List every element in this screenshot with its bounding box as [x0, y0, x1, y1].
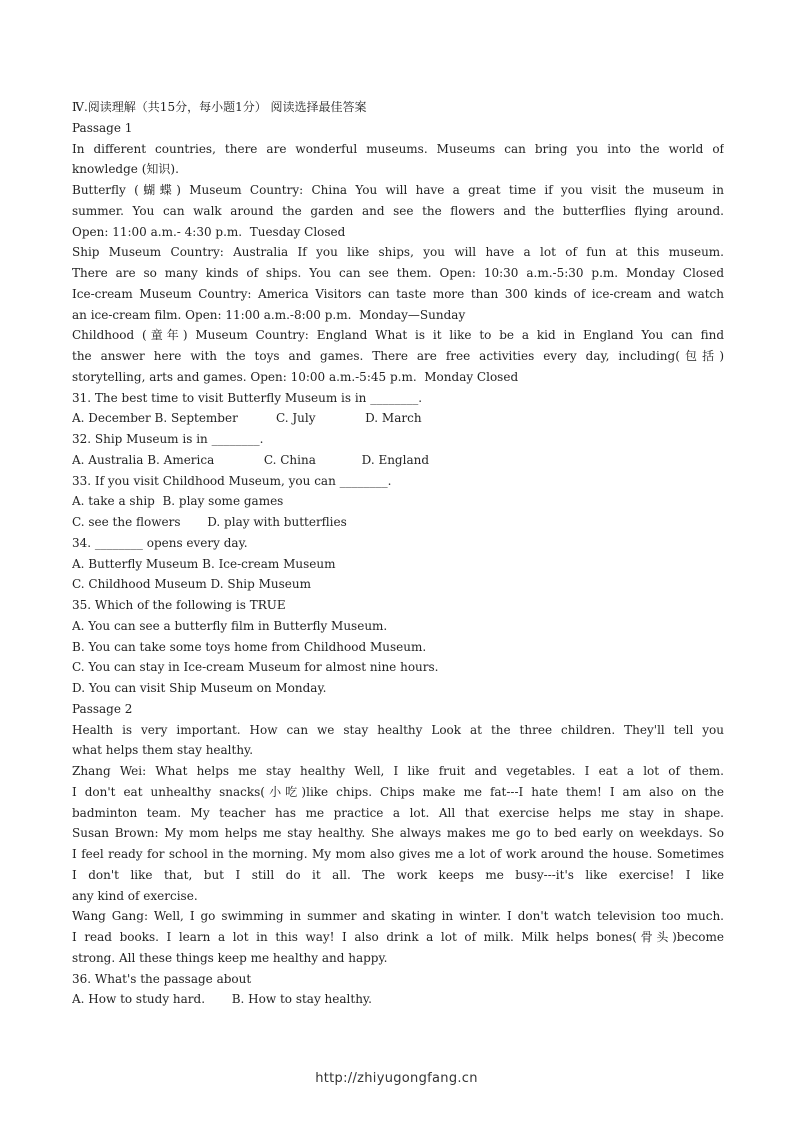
document-body — [72, 97, 724, 1010]
passage-2-text-line: Zhang Wei: What helps me stay healthy Well, I like fruit and vegetables. I eat a lot of them. — [72, 764, 724, 778]
passage-2-text-line: I read books. I learn a lot in this way! I also drink a lot of milk. Milk helps bones(骨头)become — [72, 930, 724, 944]
question-35: 35. Which of the following is TRUE — [72, 598, 286, 612]
question-32-options: A. Australia B. America C. China D. England — [72, 452, 430, 467]
question-32: 32. Ship Museum is in ________. — [72, 432, 264, 446]
museum-text-line: Ship Museum Country: Australia If you like ships, you will have a lot of fun at this museum. — [72, 245, 724, 260]
museum-text-line: Childhood (童年) Museum Country: England What is it like to be a kid in England You can find — [72, 328, 724, 343]
museum-text-line: an ice-cream film. Open: 11:00 a.m.-8:00 p.m. Monday—Sunday — [72, 307, 466, 322]
passage-2-text-line: Wang Gang: Well, I go swimming in summer and skating in winter. I don't watch television too much. — [72, 909, 724, 924]
question-31-options: A. December B. September C. July D. March — [72, 411, 422, 426]
passage-1-heading: Passage 1 — [72, 120, 133, 135]
museum-text-line: Open: 11:00 a.m.- 4:30 p.m. Tuesday Closed — [72, 224, 346, 239]
passage-2-text-line: what helps them stay healthy. — [72, 743, 254, 758]
question-35-option: B. You can take some toys home from Childhood Museum. — [72, 639, 427, 654]
museum-text-line: There are so many kinds of ships. You can see them. Open: 10:30 a.m.-5:30 p.m. Monday Closed — [72, 266, 724, 280]
passage-2-text-line: I don't like that, but I still do it all. The work keeps me busy---it's like exercise! I like — [72, 867, 724, 882]
question-31: 31. The best time to visit Butterfly Museum is in ________. — [72, 390, 423, 405]
footer-url: http://zhiyugongfang.cn — [315, 1071, 478, 1086]
passage-2-text-line: Health is very important. How can we stay healthy Look at the three children. They'll tell you — [72, 722, 724, 737]
passage-1-intro-line: In different countries, there are wonderful museums. Museums can bring you into the world of — [72, 141, 724, 156]
question-33: 33. If you visit Childhood Museum, you can ________. — [72, 473, 392, 488]
question-35-option: C. You can stay in Ice-cream Museum for almost nine hours. — [72, 660, 439, 675]
question-35-option: A. You can see a butterfly film in Butterfly Museum. — [72, 618, 388, 633]
question-36-options: A. How to study hard. B. How to stay healthy. — [72, 992, 372, 1007]
question-34: 34. ________ opens every day. — [72, 535, 248, 550]
passage-2-text-line: badminton team. My teacher has me practice a lot. All that exercise helps me stay in shape. — [72, 805, 724, 820]
question-35-option: D. You can visit Ship Museum on Monday. — [72, 681, 327, 695]
question-34-options: C. Childhood Museum D. Ship Museum — [72, 577, 312, 592]
passage-2-heading: Passage 2 — [72, 701, 133, 716]
museum-text-line: the answer here with the toys and games. There are free activities every day, including(包括) — [72, 349, 724, 363]
passage-1-intro-line: knowledge (知识). — [72, 162, 179, 177]
museum-text-line: Ice-cream Museum Country: America Visitors can taste more than 300 kinds of ice-cream and watch — [72, 286, 724, 301]
passage-2-text-line: strong. All these things keep me healthy and happy. — [72, 950, 388, 965]
question-33-options: A. take a ship B. play some games — [72, 494, 284, 509]
passage-2-text-line: Susan Brown: My mom helps me stay healthy. She always makes me go to bed early on weekdays. So — [72, 826, 724, 841]
passage-2-text-line: I don't eat unhealthy snacks(小吃)like chips. Chips make me fat---I hate them! I am also on the — [72, 784, 724, 799]
museum-text-line: storytelling, arts and games. Open: 10:00 a.m.-5:45 p.m. Monday Closed — [72, 369, 519, 384]
question-33-options: C. see the flowers D. play with butterflies — [72, 515, 347, 529]
question-34-options: A. Butterfly Museum B. Ice-cream Museum — [72, 556, 336, 571]
museum-text-line: summer. You can walk around the garden and see the flowers and the butterflies flying around. — [72, 203, 724, 218]
section-title: Ⅳ.阅读理解（共15分，每小题1分） 阅读选择最佳答案 — [72, 100, 367, 114]
museum-text-line: Butterfly (蝴蝶) Museum Country: China You will have a great time if you visit the museum in — [72, 183, 724, 197]
passage-2-text-line: I feel ready for school in the morning. My mom also gives me a lot of work around the house. Sometimes — [72, 847, 724, 861]
passage-2-text-line: any kind of exercise. — [72, 888, 198, 903]
question-36: 36. What's the passage about — [72, 971, 252, 986]
